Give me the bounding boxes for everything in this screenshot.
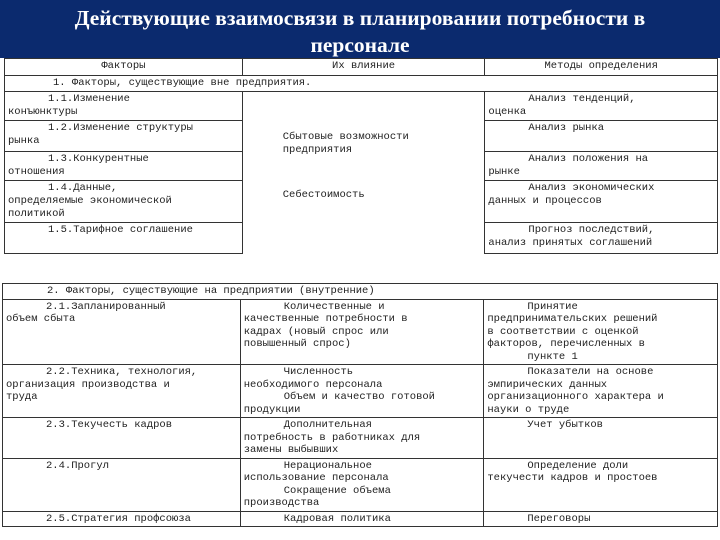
method-cell	[484, 299, 718, 365]
factor-text: объем сбыта	[6, 313, 76, 325]
factor-cell	[3, 418, 241, 459]
influence-text: Объем и качество готовой	[283, 391, 435, 403]
section-row	[5, 76, 718, 92]
influence-text: Сокращение объема	[283, 484, 391, 497]
method-text: Учет убытков	[527, 419, 603, 431]
influence-text: Сбытовые возможности	[282, 131, 409, 143]
factor-text: организация производства и	[6, 378, 170, 391]
influence-text: Себестоимость	[282, 189, 365, 201]
method-text: рынке	[488, 166, 520, 178]
influence-text: повышенный спрос)	[243, 338, 351, 350]
influence-text: Нерациональное	[283, 459, 372, 472]
method-cell	[485, 152, 718, 181]
factor-text: определяемые экономической	[8, 195, 172, 207]
external-factors-table	[4, 58, 718, 254]
header-row	[5, 59, 718, 76]
factor-text: 2.3.Текучесть кадров	[46, 419, 173, 431]
header-influence: Их влияние	[242, 59, 485, 76]
method-text: Анализ экономических	[528, 182, 655, 194]
influence-cell	[242, 92, 485, 254]
influence-text: Количественные и	[283, 300, 385, 313]
section-1-label: 1. Факторы, существующие вне предприятия.	[5, 76, 718, 92]
method-text: Показатели на основе	[527, 366, 654, 378]
influence-text: использование персонала	[243, 472, 389, 484]
influence-text: предприятия	[282, 144, 353, 156]
influence-text: Кадровая политика	[283, 512, 391, 525]
influence-text: продукции	[243, 403, 301, 416]
factor-text: 1.4.Данные,	[48, 182, 118, 194]
influence-cell	[240, 511, 484, 527]
method-text: анализ принятых соглашений	[488, 237, 653, 249]
factor-text: отношения	[8, 166, 65, 178]
method-text: Анализ положения на	[528, 153, 649, 165]
method-cell	[485, 92, 718, 121]
factor-text: 1.3.Конкурентные	[48, 153, 149, 165]
factor-text: 2.5.Стратегия профсоюза	[46, 512, 191, 525]
factor-cell	[3, 458, 241, 511]
influence-text: потребность в работниках для	[243, 431, 421, 444]
factor-text: 1.2.Изменение структуры	[48, 122, 193, 134]
header-methods: Методы определения	[485, 59, 718, 76]
method-text: Переговоры	[527, 512, 591, 525]
method-text: организационного характера и	[487, 391, 664, 403]
method-cell	[484, 418, 718, 459]
table-row	[3, 299, 718, 365]
influence-cell	[240, 458, 484, 511]
factor-cell	[5, 121, 243, 152]
internal-factors-table	[2, 283, 718, 527]
method-text: эмпирических данных	[487, 378, 608, 391]
factor-text: конъюнктуры	[8, 106, 78, 118]
method-cell	[485, 223, 718, 254]
factor-cell	[5, 152, 243, 181]
factor-text: 2.1.Запланированный	[46, 300, 166, 313]
method-cell	[484, 365, 718, 418]
title-line-2: персонале	[310, 33, 410, 57]
table-row	[3, 365, 718, 418]
section-row	[3, 284, 718, 300]
influence-cell	[240, 365, 484, 418]
method-text: текучести кадров и простоев	[487, 472, 658, 484]
table-row	[3, 458, 718, 511]
factor-text: труда	[6, 391, 38, 403]
title-line-1: Действующие взаимосвязи в планировании потребности в	[74, 6, 646, 30]
header-factors: Факторы	[5, 59, 243, 76]
factor-cell	[3, 299, 241, 365]
influence-text: замены выбывших	[243, 444, 339, 456]
factor-cell	[5, 92, 243, 121]
factor-text: 1.5.Тарифное соглашение	[48, 224, 193, 236]
method-cell	[485, 181, 718, 223]
method-text: данных и процессов	[488, 195, 602, 207]
factor-cell	[5, 181, 243, 223]
table-row	[3, 511, 718, 527]
table-row	[3, 418, 718, 459]
method-text: факторов, перечисленных в	[487, 338, 645, 350]
method-text: Определение доли	[527, 459, 629, 472]
method-text: оценка	[488, 106, 527, 118]
influence-text: Дополнительная	[283, 419, 372, 431]
method-cell	[485, 121, 718, 152]
factor-text: рынка	[8, 135, 40, 147]
factor-cell	[5, 223, 243, 254]
method-text: Анализ рынка	[528, 122, 605, 134]
method-text: в соответствии с оценкой	[487, 325, 639, 338]
section-2-label: 2. Факторы, существующие на предприятии (внутренние)	[3, 284, 718, 300]
factor-cell	[3, 365, 241, 418]
factor-text: 1.1.Изменение	[48, 93, 130, 105]
influence-text: кадрах (новый спрос или	[243, 325, 389, 338]
method-text: Анализ тенденций,	[528, 93, 636, 105]
table-row	[5, 92, 718, 121]
influence-cell	[240, 418, 484, 459]
slide-title	[0, 0, 720, 58]
document-scan	[0, 58, 720, 540]
influence-text: качественные потребности в	[243, 313, 408, 325]
factor-text: 2.2.Техника, технология,	[46, 366, 198, 378]
influence-text: необходимого персонала	[243, 378, 383, 391]
influence-cell	[240, 299, 484, 365]
method-text: науки о труде	[487, 403, 570, 416]
method-text: Прогноз последствий,	[528, 224, 655, 236]
factor-cell	[3, 511, 241, 527]
method-text: пункте 1	[527, 350, 578, 363]
method-text: Принятие	[527, 300, 578, 313]
method-cell	[484, 511, 718, 527]
factor-text: 2.4.Прогул	[46, 459, 110, 472]
influence-text: Численность	[283, 366, 354, 378]
method-cell	[484, 458, 718, 511]
factor-text: политикой	[8, 208, 65, 220]
method-text: предпринимательских решений	[487, 313, 658, 325]
influence-text: производства	[243, 497, 320, 509]
